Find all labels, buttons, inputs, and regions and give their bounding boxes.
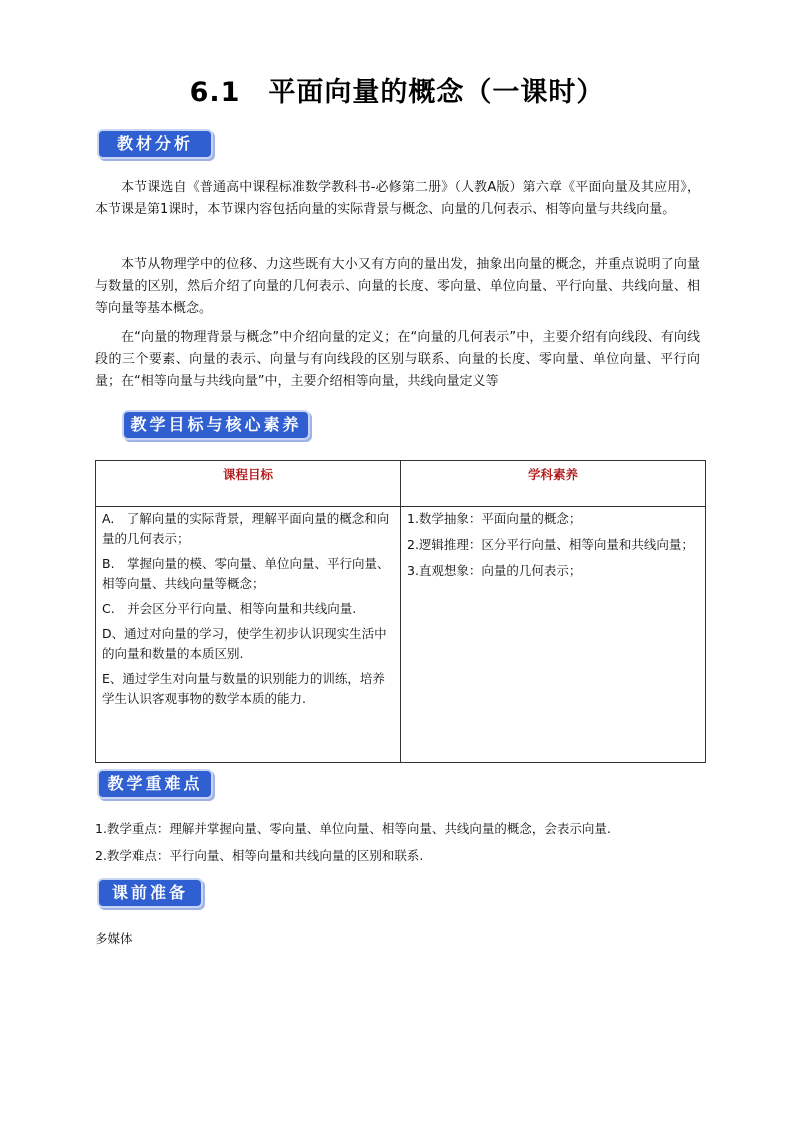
literacy-item-3: 3.直观想象：向量的几何表示； (407, 563, 582, 578)
course-goal-e: E、通过学生对向量与数量的识别能力的训练，培养学生认识客观事物的数学本质的能力. (102, 671, 385, 706)
table-header-course-goals: 课程目标 (96, 461, 401, 507)
goals-table (95, 460, 706, 763)
section-badge-preparation: 课前准备 (99, 880, 201, 906)
course-goal-b: B. 掌握向量的模、零向量、单位向量、平行向量、相等向量、共线向量等概念； (102, 556, 390, 591)
course-goal-a: A. 了解向量的实际背景，理解平面向量的概念和向量的几何表示； (102, 511, 390, 546)
section-badge-goals: 教学目标与核心素养 (124, 412, 308, 438)
literacy-cell (401, 507, 706, 763)
preparation-text: 多媒体 (95, 931, 133, 946)
table-header-literacy: 学科素养 (401, 461, 706, 507)
analysis-paragraph-3: 在“向量的物理背景与概念”中介绍向量的定义；在“向量的几何表示”中，主要介绍有向线段、有向线段的三个要素、向量的表示、向量与有向线段的区别与联系、向量的长度、零向量、单位向量、平行向量；在“相等向量与共线向量”中，主要介绍相等向量，共线向量定义等 (95, 330, 700, 389)
course-goals-cell (96, 507, 401, 763)
literacy-item-1: 1.数学抽象：平面向量的概念； (407, 511, 582, 526)
literacy-item-2: 2.逻辑推理：区分平行向量、相等向量和共线向量； (407, 537, 694, 552)
key-point-2: 2.教学难点：平行向量、相等向量和共线向量的区别和联系. (95, 848, 424, 863)
page-title: 6.1 平面向量的概念（一课时） (189, 77, 605, 108)
section-badge-key-points: 教学重难点 (99, 771, 211, 797)
course-goal-c: C. 并会区分平行向量、相等向量和共线向量. (102, 601, 357, 616)
analysis-paragraph-2: 本节从物理学中的位移、力这些既有大小又有方向的量出发，抽象出向量的概念，并重点说明了向量与数量的区别，然后介绍了向量的几何表示、向量的长度、零向量、单位向量、平行向量、共线向量、相等向量等基本概念。 (95, 257, 700, 316)
key-point-1: 1.教学重点：理解并掌握向量、零向量、单位向量、相等向量、共线向量的概念，会表示向量. (95, 821, 611, 836)
section-badge-analysis: 教材分析 (99, 131, 211, 157)
course-goal-d: D、通过对向量的学习，使学生初步认识现实生活中的向量和数量的本质区别. (102, 626, 387, 661)
analysis-paragraph-1: 本节课选自《普通高中课程标准数学教科书-必修第二册》（人教A版）第六章《平面向量及其应用》，本节课是第1课时，本节课内容包括向量的实际背景与概念、向量的几何表示、相等向量与共线向量。 (95, 180, 700, 217)
